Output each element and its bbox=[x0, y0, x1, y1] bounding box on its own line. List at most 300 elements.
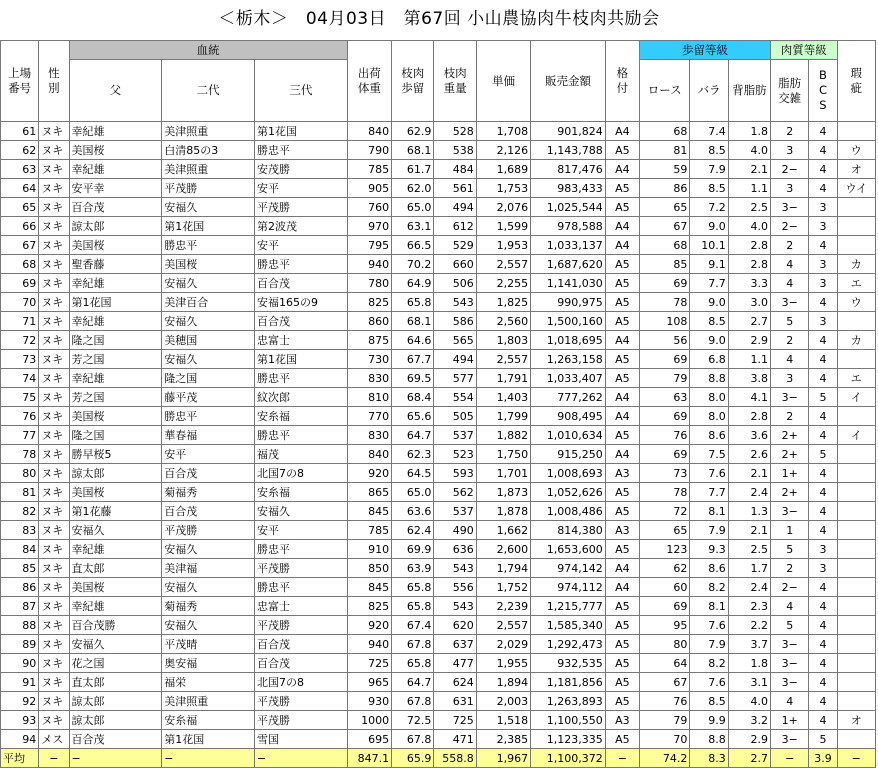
cell-carcass-yield: 70.2 bbox=[392, 255, 434, 274]
cell-loin: 86 bbox=[640, 179, 690, 198]
cell-carcass-yield: 65.0 bbox=[392, 483, 434, 502]
cell-second-gen: 安福久 bbox=[162, 312, 255, 331]
cell-marbling: 4 bbox=[771, 597, 809, 616]
cell-second-gen: 安福久 bbox=[162, 540, 255, 559]
cell-sale-amount: 1,123,335 bbox=[531, 730, 606, 749]
cell-second-gen: 藤平茂 bbox=[162, 388, 255, 407]
table-row bbox=[1, 217, 876, 236]
cell-third-gen: 百合茂 bbox=[255, 654, 348, 673]
cell-sire: 第1花国 bbox=[69, 293, 162, 312]
cell-lot-no: 87 bbox=[1, 597, 39, 616]
cell-carcass-weight: 543 bbox=[434, 597, 476, 616]
cell-carcass-yield: 64.7 bbox=[392, 426, 434, 445]
cell-third-gen: 平茂勝 bbox=[255, 711, 348, 730]
cell-sire: 聖香藤 bbox=[69, 255, 162, 274]
cell-ship-weight: 760 bbox=[347, 198, 391, 217]
cell-second-gen: 菊福秀 bbox=[162, 597, 255, 616]
cell-ship-weight: 845 bbox=[347, 578, 391, 597]
cell-back-fat: 4.0 bbox=[728, 692, 770, 711]
col-carcass-weight: 枝肉 重量 bbox=[434, 41, 476, 122]
cell-loin: 69 bbox=[640, 350, 690, 369]
cell-marbling: 3− bbox=[771, 198, 809, 217]
cell-bcs: 4 bbox=[809, 483, 837, 502]
cell-second-gen: 安福久 bbox=[162, 198, 255, 217]
cell-carcass-yield: 68.4 bbox=[392, 388, 434, 407]
cell-sire: 幸紀雄 bbox=[69, 274, 162, 293]
cell-loin: 79 bbox=[640, 369, 690, 388]
cell-sire: 直太郎 bbox=[69, 559, 162, 578]
cell-rib: 7.6 bbox=[690, 673, 728, 692]
cell-marbling: 3− bbox=[771, 502, 809, 521]
cell-marbling: 4 bbox=[771, 692, 809, 711]
cell-lot-no: 65 bbox=[1, 198, 39, 217]
cell-ship-weight: 940 bbox=[347, 255, 391, 274]
cell-sale-amount: 1,181,856 bbox=[531, 673, 606, 692]
cell-grade: A5 bbox=[605, 597, 639, 616]
cell-bcs: 3 bbox=[809, 540, 837, 559]
cell-back-fat: 3.3 bbox=[728, 274, 770, 293]
cell-carcass-weight: 725 bbox=[434, 711, 476, 730]
cell-rib: 6.8 bbox=[690, 350, 728, 369]
cell-carcass-weight: 523 bbox=[434, 445, 476, 464]
cell-carcass-yield: 63.6 bbox=[392, 502, 434, 521]
cell-third-gen: 第1花国 bbox=[255, 350, 348, 369]
cell-ship-weight: 875 bbox=[347, 331, 391, 350]
cell-sex: ヌキ bbox=[39, 369, 69, 388]
cell-bcs: 4 bbox=[809, 654, 837, 673]
cell-lot-no: 86 bbox=[1, 578, 39, 597]
table-body bbox=[1, 122, 876, 768]
cell-carcass-yield: 65.8 bbox=[392, 293, 434, 312]
cell-sex: ヌキ bbox=[39, 483, 69, 502]
cell-ship-weight: 920 bbox=[347, 616, 391, 635]
group-bloodline: 血統 bbox=[69, 41, 347, 60]
cell-bcs: 4 bbox=[809, 369, 837, 388]
cell-sire: 隆之国 bbox=[69, 331, 162, 350]
cell-ship-weight: 860 bbox=[347, 312, 391, 331]
cell-carcass-weight: 565 bbox=[434, 331, 476, 350]
cell-sex: ヌキ bbox=[39, 179, 69, 198]
cell-loin: 62 bbox=[640, 559, 690, 578]
cell-sale-amount: 1,033,137 bbox=[531, 236, 606, 255]
cell-bcs: 4 bbox=[809, 141, 837, 160]
cell-ship-weight: 910 bbox=[347, 540, 391, 559]
cell-carcass-weight: 477 bbox=[434, 654, 476, 673]
cell-sale-amount: 1,292,473 bbox=[531, 635, 606, 654]
cell-carcass-weight: 494 bbox=[434, 350, 476, 369]
cell-marbling: 2+ bbox=[771, 445, 809, 464]
cell-lot-no: 94 bbox=[1, 730, 39, 749]
cell-lot-no: 66 bbox=[1, 217, 39, 236]
cell-marbling: 3− bbox=[771, 654, 809, 673]
cell-unit-price: 2,557 bbox=[476, 255, 530, 274]
cell-third-gen: 勝忠平 bbox=[255, 578, 348, 597]
cell-lot-no: 62 bbox=[1, 141, 39, 160]
cell-defect: エ bbox=[837, 369, 875, 388]
cell-bcs: 4 bbox=[809, 616, 837, 635]
cell-third-gen: 勝忠平 bbox=[255, 255, 348, 274]
cell-sex: ヌキ bbox=[39, 711, 69, 730]
cell-carcass-yield: 67.8 bbox=[392, 692, 434, 711]
cell-carcass-yield: 64.5 bbox=[392, 464, 434, 483]
table-row bbox=[1, 635, 876, 654]
cell-back-fat: 2.4 bbox=[728, 578, 770, 597]
cell-second-gen: 美津照重 bbox=[162, 122, 255, 141]
cell-carcass-weight: 554 bbox=[434, 388, 476, 407]
cell-ship-weight: 847.1 bbox=[347, 749, 391, 768]
cell-second-gen: 安糸福 bbox=[162, 711, 255, 730]
cell-back-fat: 2.1 bbox=[728, 521, 770, 540]
cell-carcass-weight: 660 bbox=[434, 255, 476, 274]
cell-lot-no: 82 bbox=[1, 502, 39, 521]
cell-second-gen: 平茂勝 bbox=[162, 521, 255, 540]
table-row bbox=[1, 122, 876, 141]
cell-sire: 幸紀雄 bbox=[69, 122, 162, 141]
cell-sex: ヌキ bbox=[39, 293, 69, 312]
cell-defect bbox=[837, 350, 875, 369]
cell-second-gen: 第1花国 bbox=[162, 730, 255, 749]
cell-rib: 8.6 bbox=[690, 426, 728, 445]
cell-defect bbox=[837, 673, 875, 692]
cell-bcs: 3 bbox=[809, 559, 837, 578]
cell-loin: 76 bbox=[640, 692, 690, 711]
cell-back-fat: 3.2 bbox=[728, 711, 770, 730]
cell-lot-no: 84 bbox=[1, 540, 39, 559]
cell-unit-price: 1,750 bbox=[476, 445, 530, 464]
cell-lot-no: 83 bbox=[1, 521, 39, 540]
cell-sire: 安福久 bbox=[69, 635, 162, 654]
cell-sale-amount: 1,100,550 bbox=[531, 711, 606, 730]
cell-marbling: 5 bbox=[771, 540, 809, 559]
cell-second-gen: 美津照重 bbox=[162, 160, 255, 179]
cell-lot-no: 80 bbox=[1, 464, 39, 483]
cell-carcass-weight: 529 bbox=[434, 236, 476, 255]
cell-sex: ヌキ bbox=[39, 141, 69, 160]
cell-defect: ウ bbox=[837, 293, 875, 312]
group-yield-grade: 歩留等級 bbox=[640, 41, 771, 60]
cell-sex: ヌキ bbox=[39, 597, 69, 616]
cell-unit-price: 2,255 bbox=[476, 274, 530, 293]
cell-bcs: 3 bbox=[809, 217, 837, 236]
cell-defect bbox=[837, 559, 875, 578]
cell-marbling: 2− bbox=[771, 217, 809, 236]
cell-sex: ヌキ bbox=[39, 426, 69, 445]
cell-sire: 安福久 bbox=[69, 521, 162, 540]
cell-sex: ヌキ bbox=[39, 502, 69, 521]
cell-defect: カ bbox=[837, 255, 875, 274]
cell-sire: 幸紀雄 bbox=[69, 312, 162, 331]
cell-back-fat: 2.9 bbox=[728, 730, 770, 749]
cell-sire: 芳之国 bbox=[69, 388, 162, 407]
cell-rib: 9.0 bbox=[690, 217, 728, 236]
cell-loin: 69 bbox=[640, 597, 690, 616]
cell-grade: A5 bbox=[605, 426, 639, 445]
cell-sale-amount: 974,142 bbox=[531, 559, 606, 578]
cell-loin: 108 bbox=[640, 312, 690, 331]
cell-sale-amount: 1,008,486 bbox=[531, 502, 606, 521]
cell-sale-amount: 1,143,788 bbox=[531, 141, 606, 160]
cell-second-gen: 美津照重 bbox=[162, 692, 255, 711]
cell-grade: A5 bbox=[605, 616, 639, 635]
cell-rib: 8.5 bbox=[690, 141, 728, 160]
cell-carcass-weight: 561 bbox=[434, 179, 476, 198]
cell-bcs: 4 bbox=[809, 502, 837, 521]
cell-rib: 8.8 bbox=[690, 369, 728, 388]
cell-ship-weight: 725 bbox=[347, 654, 391, 673]
cell-marbling: 4 bbox=[771, 350, 809, 369]
cell-carcass-yield: 65.8 bbox=[392, 578, 434, 597]
cell-third-gen: 勝忠平 bbox=[255, 141, 348, 160]
cell-grade: A5 bbox=[605, 673, 639, 692]
cell-sex: ヌキ bbox=[39, 255, 69, 274]
cell-loin: 76 bbox=[640, 426, 690, 445]
cell-rib: 9.1 bbox=[690, 255, 728, 274]
cell-grade: A4 bbox=[605, 388, 639, 407]
cell-unit-price: 1,708 bbox=[476, 122, 530, 141]
cell-carcass-yield: 65.8 bbox=[392, 597, 434, 616]
cell-ship-weight: 695 bbox=[347, 730, 391, 749]
cell-sex: ヌキ bbox=[39, 578, 69, 597]
cell-sex: ヌキ bbox=[39, 160, 69, 179]
cell-sex: ヌキ bbox=[39, 331, 69, 350]
table-row bbox=[1, 521, 876, 540]
cell-ship-weight: 770 bbox=[347, 407, 391, 426]
cell-sire: 芳之国 bbox=[69, 350, 162, 369]
cell-carcass-yield: 67.7 bbox=[392, 350, 434, 369]
cell-lot-no: 92 bbox=[1, 692, 39, 711]
cell-loin: 69 bbox=[640, 407, 690, 426]
cell-marbling: 1 bbox=[771, 521, 809, 540]
cell-bcs: 5 bbox=[809, 445, 837, 464]
cell-sale-amount: 990,975 bbox=[531, 293, 606, 312]
cell-back-fat: 2.5 bbox=[728, 540, 770, 559]
cell-defect: イ bbox=[837, 426, 875, 445]
cell-back-fat: 1.1 bbox=[728, 350, 770, 369]
cell-sale-amount: 1,033,407 bbox=[531, 369, 606, 388]
cell-second-gen: 奥安福 bbox=[162, 654, 255, 673]
cell-third-gen: 安糸福 bbox=[255, 483, 348, 502]
col-back-fat: 背脂肪 bbox=[728, 60, 770, 122]
cell-back-fat: 2.5 bbox=[728, 198, 770, 217]
cell-loin: 70 bbox=[640, 730, 690, 749]
cell-rib: 8.5 bbox=[690, 179, 728, 198]
cell-rib: 7.6 bbox=[690, 464, 728, 483]
cell-defect bbox=[837, 217, 875, 236]
cell-defect: イ bbox=[837, 388, 875, 407]
cell-back-fat: 3.8 bbox=[728, 369, 770, 388]
cell-sale-amount: 1,653,600 bbox=[531, 540, 606, 559]
cell-sale-amount: 1,585,340 bbox=[531, 616, 606, 635]
cell-carcass-weight: 577 bbox=[434, 369, 476, 388]
cell-sex: ヌキ bbox=[39, 407, 69, 426]
cell-sex: ヌキ bbox=[39, 388, 69, 407]
cell-loin: 123 bbox=[640, 540, 690, 559]
cell-back-fat: 1.7 bbox=[728, 559, 770, 578]
cell-third-gen: 忠富士 bbox=[255, 331, 348, 350]
cell-marbling: 2 bbox=[771, 331, 809, 350]
table-row bbox=[1, 179, 876, 198]
cell-loin: 67 bbox=[640, 673, 690, 692]
cell-third-gen: − bbox=[255, 749, 348, 768]
cell-marbling: 3− bbox=[771, 388, 809, 407]
cell-back-fat: 2.8 bbox=[728, 407, 770, 426]
cell-grade: A4 bbox=[605, 217, 639, 236]
cell-lot-no: 91 bbox=[1, 673, 39, 692]
cell-ship-weight: 940 bbox=[347, 635, 391, 654]
cell-marbling: 1+ bbox=[771, 464, 809, 483]
table-row bbox=[1, 198, 876, 217]
cell-carcass-weight: 631 bbox=[434, 692, 476, 711]
cell-grade: A5 bbox=[605, 179, 639, 198]
cell-defect: オ bbox=[837, 711, 875, 730]
cell-ship-weight: 965 bbox=[347, 673, 391, 692]
cell-third-gen: 安福165の9 bbox=[255, 293, 348, 312]
cell-grade: A5 bbox=[605, 692, 639, 711]
cell-lot-no: 64 bbox=[1, 179, 39, 198]
cell-sire: 諒太郎 bbox=[69, 692, 162, 711]
cell-loin: 65 bbox=[640, 521, 690, 540]
cell-sale-amount: 1,263,893 bbox=[531, 692, 606, 711]
col-rib: バラ bbox=[690, 60, 728, 122]
cell-loin: 69 bbox=[640, 445, 690, 464]
cell-loin: 65 bbox=[640, 198, 690, 217]
cell-marbling: 2 bbox=[771, 407, 809, 426]
cell-bcs: 5 bbox=[809, 730, 837, 749]
cell-sex: ヌキ bbox=[39, 198, 69, 217]
cell-second-gen: 安福久 bbox=[162, 616, 255, 635]
cell-lot-no: 90 bbox=[1, 654, 39, 673]
cell-sire: 百合茂 bbox=[69, 198, 162, 217]
cell-second-gen: 白清85の3 bbox=[162, 141, 255, 160]
cell-unit-price: 1,752 bbox=[476, 578, 530, 597]
cell-ship-weight: 920 bbox=[347, 464, 391, 483]
cell-marbling: 5 bbox=[771, 312, 809, 331]
cell-ship-weight: 1000 bbox=[347, 711, 391, 730]
cell-sex: ヌキ bbox=[39, 635, 69, 654]
cell-ship-weight: 845 bbox=[347, 502, 391, 521]
cell-sire: 諒太郎 bbox=[69, 464, 162, 483]
cell-back-fat: 3.6 bbox=[728, 426, 770, 445]
cell-sire: − bbox=[69, 749, 162, 768]
cell-unit-price: 1,662 bbox=[476, 521, 530, 540]
cell-third-gen: 安福久 bbox=[255, 502, 348, 521]
cell-third-gen: 第2波茂 bbox=[255, 217, 348, 236]
cell-loin: 56 bbox=[640, 331, 690, 350]
cell-carcass-yield: 66.5 bbox=[392, 236, 434, 255]
cell-ship-weight: 825 bbox=[347, 597, 391, 616]
cell-lot-no: 71 bbox=[1, 312, 39, 331]
cell-bcs: 4 bbox=[809, 692, 837, 711]
cell-sire: 百合茂勝 bbox=[69, 616, 162, 635]
cell-third-gen: 平茂勝 bbox=[255, 559, 348, 578]
cell-bcs: 4 bbox=[809, 673, 837, 692]
cell-marbling: 1+ bbox=[771, 711, 809, 730]
cell-defect bbox=[837, 692, 875, 711]
cell-bcs: 4 bbox=[809, 597, 837, 616]
cell-lot-no: 平均 bbox=[1, 749, 39, 768]
cell-bcs: 4 bbox=[809, 350, 837, 369]
cell-bcs: 4 bbox=[809, 293, 837, 312]
table-row bbox=[1, 331, 876, 350]
cell-defect bbox=[837, 616, 875, 635]
table-row bbox=[1, 559, 876, 578]
cell-back-fat: 3.7 bbox=[728, 635, 770, 654]
cell-third-gen: 百合茂 bbox=[255, 635, 348, 654]
cell-rib: 7.9 bbox=[690, 521, 728, 540]
cell-unit-price: 1,701 bbox=[476, 464, 530, 483]
cell-rib: 9.3 bbox=[690, 540, 728, 559]
table-row bbox=[1, 616, 876, 635]
cell-back-fat: 4.1 bbox=[728, 388, 770, 407]
cell-back-fat: 2.8 bbox=[728, 236, 770, 255]
cell-defect bbox=[837, 502, 875, 521]
cell-carcass-weight: 620 bbox=[434, 616, 476, 635]
table-row bbox=[1, 255, 876, 274]
cell-loin: 63 bbox=[640, 388, 690, 407]
cell-marbling: 4 bbox=[771, 274, 809, 293]
cell-sale-amount: 1,687,620 bbox=[531, 255, 606, 274]
cell-grade: A4 bbox=[605, 407, 639, 426]
col-bcs: B C S bbox=[809, 60, 837, 122]
cell-carcass-yield: 61.7 bbox=[392, 160, 434, 179]
cell-sire: 美国桜 bbox=[69, 578, 162, 597]
cell-carcass-weight: 538 bbox=[434, 141, 476, 160]
cell-unit-price: 1,799 bbox=[476, 407, 530, 426]
cell-grade: − bbox=[605, 749, 639, 768]
col-marbling: 脂肪 交雑 bbox=[771, 60, 809, 122]
cell-rib: 9.0 bbox=[690, 293, 728, 312]
table-row bbox=[1, 502, 876, 521]
cell-marbling: 2 bbox=[771, 236, 809, 255]
cell-sex: ヌキ bbox=[39, 274, 69, 293]
cell-third-gen: 百合茂 bbox=[255, 274, 348, 293]
cell-ship-weight: 785 bbox=[347, 160, 391, 179]
cell-third-gen: 第1花国 bbox=[255, 122, 348, 141]
cell-sex: ヌキ bbox=[39, 445, 69, 464]
cell-bcs: 4 bbox=[809, 635, 837, 654]
cell-second-gen: 安福久 bbox=[162, 350, 255, 369]
col-loin: ロース bbox=[640, 60, 690, 122]
cell-loin: 85 bbox=[640, 255, 690, 274]
cell-unit-price: 1,825 bbox=[476, 293, 530, 312]
table-row bbox=[1, 160, 876, 179]
cell-third-gen: 北国7の8 bbox=[255, 673, 348, 692]
cell-grade: A5 bbox=[605, 483, 639, 502]
cell-carcass-yield: 62.4 bbox=[392, 521, 434, 540]
cell-back-fat: 2.4 bbox=[728, 483, 770, 502]
cell-sale-amount: 1,100,372 bbox=[531, 749, 606, 768]
cell-back-fat: 1.3 bbox=[728, 502, 770, 521]
group-quality-grade: 肉質等級 bbox=[771, 41, 838, 60]
cell-lot-no: 76 bbox=[1, 407, 39, 426]
cell-second-gen: 勝忠平 bbox=[162, 236, 255, 255]
table-row bbox=[1, 464, 876, 483]
cell-loin: 69 bbox=[640, 274, 690, 293]
table-row bbox=[1, 540, 876, 559]
cell-bcs: 3 bbox=[809, 312, 837, 331]
cell-unit-price: 2,239 bbox=[476, 597, 530, 616]
cell-sale-amount: 901,824 bbox=[531, 122, 606, 141]
cell-carcass-weight: 593 bbox=[434, 464, 476, 483]
cell-carcass-yield: 65.9 bbox=[392, 749, 434, 768]
cell-grade: A5 bbox=[605, 635, 639, 654]
cell-unit-price: 2,560 bbox=[476, 312, 530, 331]
cell-grade: A4 bbox=[605, 578, 639, 597]
cell-defect: − bbox=[837, 749, 875, 768]
cell-ship-weight: 830 bbox=[347, 369, 391, 388]
cell-sex: ヌキ bbox=[39, 312, 69, 331]
cell-back-fat: 2.9 bbox=[728, 331, 770, 350]
